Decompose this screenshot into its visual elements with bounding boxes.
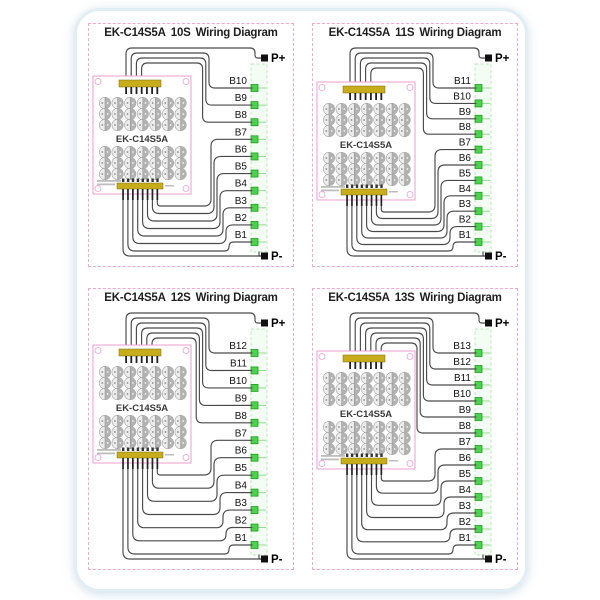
p-minus-square — [261, 556, 268, 563]
diagram-10s — [88, 23, 294, 267]
diagram-art-10s — [89, 24, 295, 268]
mosfet-array-bottom — [323, 421, 410, 454]
battery-label: B1 — [234, 533, 247, 544]
battery-label: B6 — [458, 153, 471, 164]
mosfet-array-top — [99, 366, 186, 399]
battery-label: B2 — [234, 515, 247, 527]
battery-label: B8 — [234, 410, 247, 422]
battery-label: B2 — [234, 212, 247, 224]
p-minus-square — [485, 556, 492, 563]
p-plus-square — [485, 320, 492, 327]
terminal-strip — [475, 329, 491, 555]
model-name: EK-C14S5A — [328, 27, 391, 39]
battery-label: B6 — [234, 445, 247, 457]
battery-label: B11 — [453, 373, 471, 384]
battery-label: B4 — [234, 178, 247, 190]
pcb-silk-label: EK-C14S5A — [115, 134, 169, 145]
mosfet-array-bottom — [99, 415, 186, 448]
battery-label: B5 — [234, 161, 247, 173]
battery-label: B13 — [453, 341, 471, 352]
battery-label: B3 — [458, 199, 471, 211]
battery-label: B4 — [234, 480, 247, 492]
pcb-silk-label: EK-C14S5A — [339, 140, 393, 151]
battery-label: B5 — [458, 168, 471, 180]
p-plus-label: P+ — [495, 318, 510, 330]
diagram-12s — [88, 288, 294, 570]
p-plus-terminal — [261, 318, 286, 330]
battery-label: B4 — [458, 485, 471, 496]
model-name: EK-C14S5A — [328, 292, 390, 304]
wire-strip-hook — [483, 555, 485, 559]
battery-label: B12 — [453, 357, 471, 368]
mosfet-array-top — [323, 372, 410, 405]
p-minus-terminal — [485, 554, 507, 566]
battery-label: B8 — [458, 122, 471, 134]
battery-label: B5 — [234, 463, 247, 475]
pcb-board — [317, 351, 415, 475]
battery-label: B3 — [458, 501, 471, 512]
battery-label: B3 — [234, 195, 247, 207]
p-plus-label: P+ — [495, 53, 510, 65]
p-minus-square — [485, 253, 492, 260]
p-minus-square — [261, 253, 268, 260]
battery-label: B11 — [453, 76, 471, 87]
battery-label: B3 — [234, 498, 247, 510]
battery-label: B8 — [458, 421, 471, 432]
pcb-silk-label: EK-C14S5A — [115, 403, 169, 414]
title-suffix: Wiring Diagram — [419, 292, 502, 304]
p-minus-label: P- — [271, 251, 283, 263]
wire-strip-hook — [259, 555, 261, 559]
battery-label: B5 — [458, 469, 471, 480]
pcb-silk-label: EK-C14S5A — [339, 409, 393, 420]
p-plus-label: P+ — [271, 318, 286, 330]
pcb-board — [317, 82, 415, 206]
battery-label: B7 — [458, 437, 471, 448]
battery-label: B2 — [458, 214, 471, 226]
terminal-strip — [251, 329, 267, 555]
cell-config: 10S — [170, 27, 191, 39]
p-minus-label: P- — [271, 554, 283, 566]
battery-label: B9 — [234, 393, 247, 405]
wire-strip-hook — [259, 252, 261, 256]
battery-label: B7 — [458, 137, 471, 149]
battery-label: B7 — [234, 127, 247, 139]
battery-label: B9 — [234, 93, 247, 105]
battery-label: B9 — [458, 106, 471, 118]
battery-label: B1 — [234, 230, 247, 241]
diagram-11s — [312, 23, 518, 267]
mosfet-array-bottom — [99, 146, 186, 179]
battery-label: B9 — [458, 405, 471, 416]
cell-config: 12S — [170, 292, 191, 304]
p-plus-terminal — [485, 318, 510, 330]
mosfet-array-top — [323, 103, 410, 136]
p-minus-label: P- — [495, 554, 507, 566]
title-suffix: Wiring Diagram — [195, 292, 278, 304]
mosfet-array-bottom — [323, 152, 410, 185]
cell-config: 13S — [394, 292, 415, 304]
terminal-strip — [475, 64, 491, 252]
p-plus-terminal — [485, 53, 510, 65]
title-suffix: Wiring Diagram — [419, 27, 502, 39]
mosfet-array-top — [99, 97, 186, 130]
model-name: EK-C14S5A — [104, 292, 166, 304]
wire-strip-hook — [483, 252, 485, 256]
battery-label: B11 — [229, 358, 247, 370]
terminal-strip — [251, 64, 267, 252]
p-minus-terminal — [261, 251, 283, 263]
pcb-board — [93, 76, 191, 200]
battery-label: B10 — [229, 375, 247, 387]
p-minus-label: P- — [495, 251, 507, 263]
pcb-board — [93, 345, 191, 469]
cell-config: 11S — [395, 27, 415, 39]
diagram-13s — [312, 288, 518, 570]
battery-label: B8 — [234, 110, 247, 122]
p-minus-terminal — [485, 251, 507, 263]
battery-label: B1 — [458, 533, 471, 544]
battery-label: B10 — [453, 91, 471, 103]
p-plus-terminal — [261, 53, 286, 65]
battery-label: B1 — [458, 230, 471, 241]
p-plus-square — [261, 320, 268, 327]
battery-label: B6 — [458, 453, 471, 464]
battery-label: B10 — [453, 389, 471, 400]
battery-label: B7 — [234, 428, 247, 440]
title-suffix: Wiring Diagram — [195, 27, 278, 39]
battery-label: B10 — [229, 76, 247, 87]
p-minus-terminal — [261, 554, 283, 566]
diagram-art-12s — [89, 289, 295, 571]
battery-label: B6 — [234, 144, 247, 156]
battery-label: B2 — [458, 517, 471, 528]
diagram-art-11s — [313, 24, 519, 268]
battery-label: B4 — [458, 183, 471, 195]
p-plus-label: P+ — [271, 53, 286, 65]
battery-label: B12 — [229, 341, 247, 352]
p-plus-square — [261, 55, 268, 62]
p-plus-square — [485, 55, 492, 62]
model-name: EK-C14S5A — [104, 27, 166, 39]
diagram-art-13s — [313, 289, 519, 571]
